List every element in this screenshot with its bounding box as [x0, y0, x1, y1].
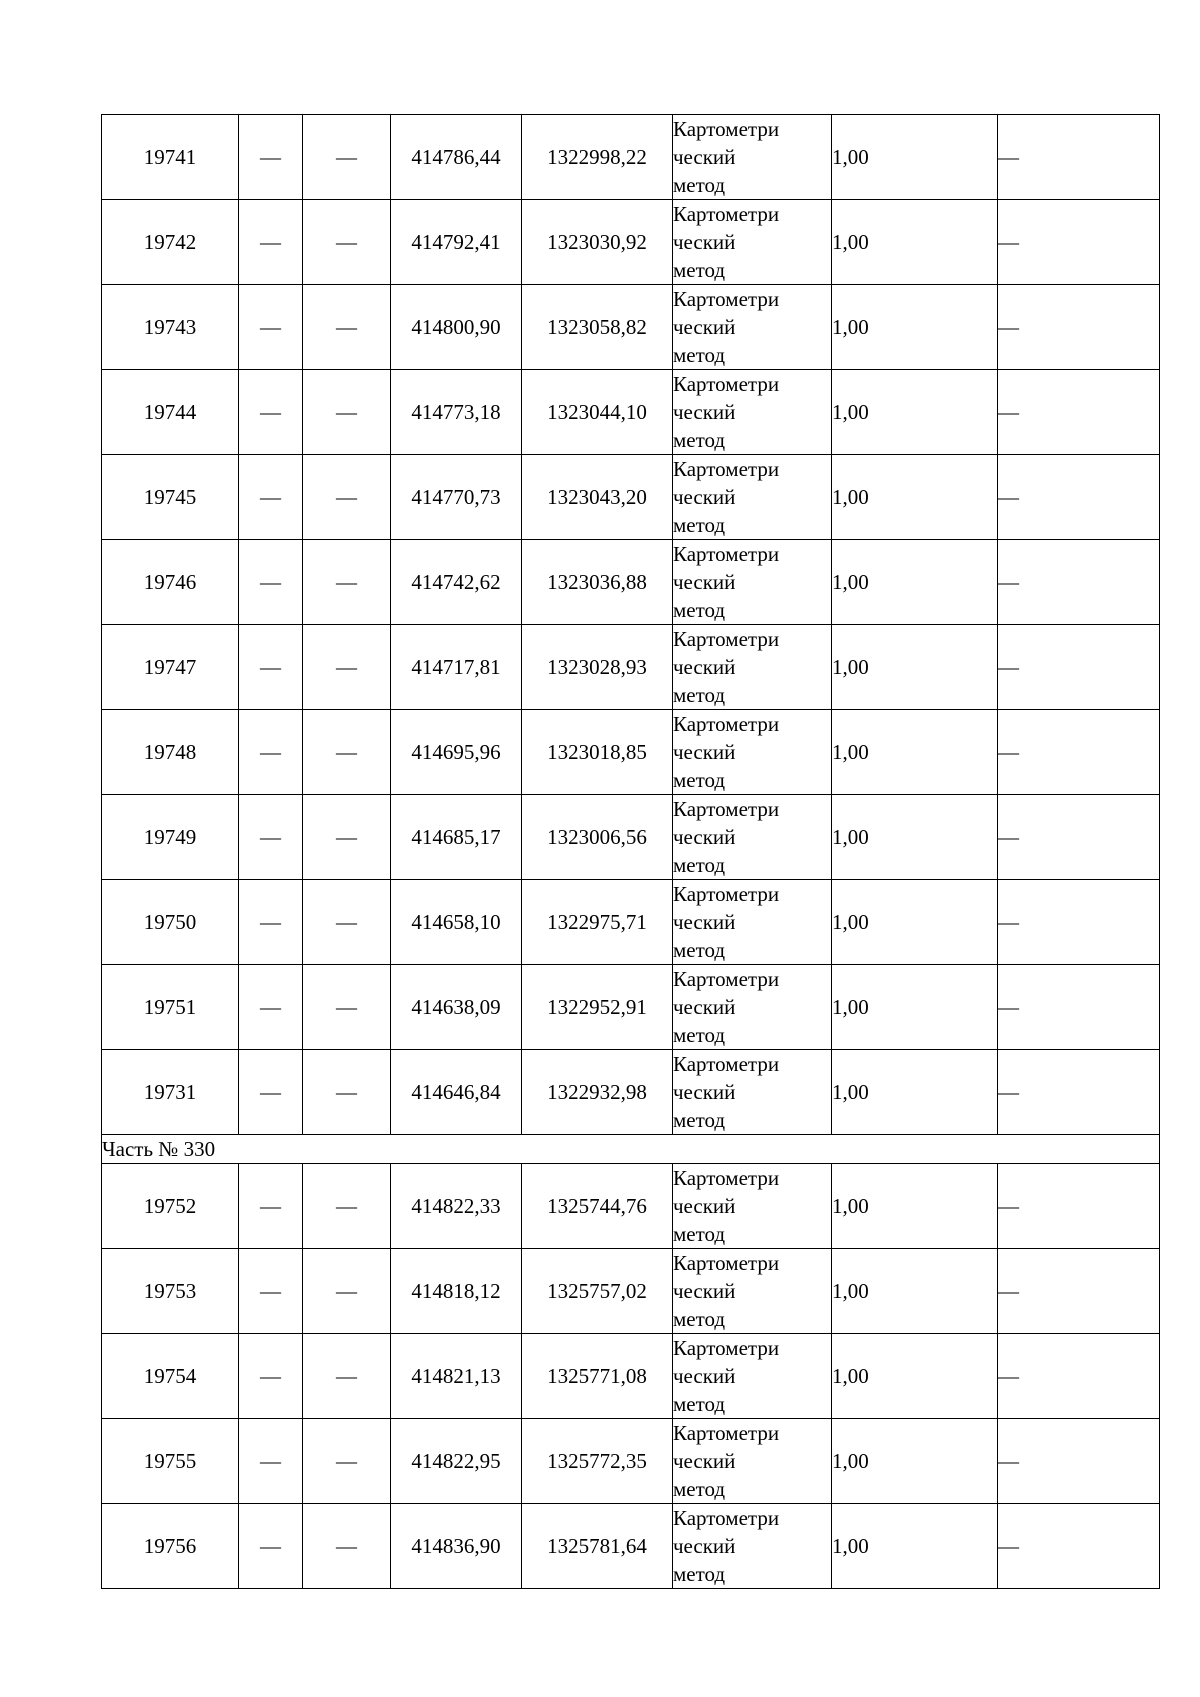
method-text-line: Картометри: [673, 1421, 780, 1445]
empty-dash-cell: —: [303, 1419, 391, 1504]
method-text-line: метод: [673, 1307, 726, 1331]
method-cell: [673, 1249, 832, 1334]
method-text-line: метод: [673, 938, 726, 962]
table-row: [102, 1504, 1160, 1589]
empty-dash-cell: —: [303, 965, 391, 1050]
x-coordinate-cell: 414800,90: [391, 285, 522, 370]
method-text-line: Картометри: [673, 882, 780, 906]
empty-dash-cell: —: [239, 370, 303, 455]
method-text-line: метод: [673, 258, 726, 282]
accuracy-cell: 1,00: [832, 285, 998, 370]
empty-dash-cell: —: [998, 285, 1160, 370]
y-coordinate-cell: 1325781,64: [522, 1504, 673, 1589]
method-text-line: ческий: [673, 1279, 736, 1303]
table-row: [102, 200, 1160, 285]
empty-dash-cell: —: [303, 625, 391, 710]
method-text-line: Картометри: [673, 967, 780, 991]
method-cell: [673, 625, 832, 710]
method-text-line: Картометри: [673, 457, 780, 481]
method-text-line: ческий: [673, 740, 736, 764]
y-coordinate-cell: 1323058,82: [522, 285, 673, 370]
empty-dash-cell: —: [239, 115, 303, 200]
empty-dash-cell: —: [998, 625, 1160, 710]
method-cell: [673, 1334, 832, 1419]
empty-dash-cell: —: [239, 285, 303, 370]
table-row: [102, 880, 1160, 965]
x-coordinate-cell: 414770,73: [391, 455, 522, 540]
method-text-line: ческий: [673, 825, 736, 849]
x-coordinate-cell: 414821,13: [391, 1334, 522, 1419]
empty-dash-cell: —: [239, 1164, 303, 1249]
point-number-cell: 19756: [102, 1504, 239, 1589]
y-coordinate-cell: 1322998,22: [522, 115, 673, 200]
method-text-line: метод: [673, 1222, 726, 1246]
y-coordinate-cell: 1323030,92: [522, 200, 673, 285]
method-cell: [673, 370, 832, 455]
method-text-line: Картометри: [673, 1166, 780, 1190]
empty-dash-cell: —: [998, 370, 1160, 455]
method-cell: [673, 1050, 832, 1135]
point-number-cell: 19749: [102, 795, 239, 880]
y-coordinate-cell: 1323044,10: [522, 370, 673, 455]
method-text-line: Картометри: [673, 287, 780, 311]
y-coordinate-cell: 1323006,56: [522, 795, 673, 880]
method-text-line: Картометри: [673, 1251, 780, 1275]
x-coordinate-cell: 414638,09: [391, 965, 522, 1050]
method-text-line: Картометри: [673, 1506, 780, 1530]
x-coordinate-cell: 414822,33: [391, 1164, 522, 1249]
x-coordinate-cell: 414646,84: [391, 1050, 522, 1135]
method-text-line: Картометри: [673, 542, 780, 566]
y-coordinate-cell: 1322932,98: [522, 1050, 673, 1135]
empty-dash-cell: —: [239, 1334, 303, 1419]
empty-dash-cell: —: [239, 1419, 303, 1504]
point-number-cell: 19741: [102, 115, 239, 200]
y-coordinate-cell: 1322952,91: [522, 965, 673, 1050]
section-label: Часть № 330: [102, 1135, 1160, 1164]
empty-dash-cell: —: [239, 965, 303, 1050]
method-text-line: Картометри: [673, 1336, 780, 1360]
empty-dash-cell: —: [998, 1334, 1160, 1419]
accuracy-cell: 1,00: [832, 1249, 998, 1334]
method-cell: [673, 200, 832, 285]
method-cell: [673, 1504, 832, 1589]
method-text-line: ческий: [673, 995, 736, 1019]
empty-dash-cell: —: [303, 710, 391, 795]
point-number-cell: 19753: [102, 1249, 239, 1334]
method-cell: [673, 1164, 832, 1249]
accuracy-cell: 1,00: [832, 1419, 998, 1504]
method-text-line: Картометри: [673, 202, 780, 226]
point-number-cell: 19746: [102, 540, 239, 625]
coordinates-table: [101, 114, 1160, 1589]
empty-dash-cell: —: [998, 710, 1160, 795]
y-coordinate-cell: 1323036,88: [522, 540, 673, 625]
empty-dash-cell: —: [303, 795, 391, 880]
accuracy-cell: 1,00: [832, 965, 998, 1050]
method-text-line: Картометри: [673, 372, 780, 396]
method-text-line: метод: [673, 598, 726, 622]
empty-dash-cell: —: [239, 455, 303, 540]
point-number-cell: 19748: [102, 710, 239, 795]
method-cell: [673, 1419, 832, 1504]
method-cell: [673, 965, 832, 1050]
method-text-line: ческий: [673, 1534, 736, 1558]
empty-dash-cell: —: [998, 1050, 1160, 1135]
empty-dash-cell: —: [303, 1334, 391, 1419]
method-text-line: Картометри: [673, 712, 780, 736]
accuracy-cell: 1,00: [832, 540, 998, 625]
method-text-line: метод: [673, 1392, 726, 1416]
method-text-line: ческий: [673, 485, 736, 509]
point-number-cell: 19731: [102, 1050, 239, 1135]
point-number-cell: 19743: [102, 285, 239, 370]
x-coordinate-cell: 414695,96: [391, 710, 522, 795]
method-text-line: Картометри: [673, 797, 780, 821]
point-number-cell: 19755: [102, 1419, 239, 1504]
x-coordinate-cell: 414658,10: [391, 880, 522, 965]
point-number-cell: 19754: [102, 1334, 239, 1419]
method-text-line: ческий: [673, 910, 736, 934]
x-coordinate-cell: 414742,62: [391, 540, 522, 625]
table-row: [102, 625, 1160, 710]
accuracy-cell: 1,00: [832, 880, 998, 965]
empty-dash-cell: —: [239, 1504, 303, 1589]
empty-dash-cell: —: [239, 880, 303, 965]
method-cell: [673, 455, 832, 540]
method-cell: [673, 880, 832, 965]
method-text-line: ческий: [673, 570, 736, 594]
table-row: [102, 455, 1160, 540]
method-cell: [673, 115, 832, 200]
empty-dash-cell: —: [303, 1504, 391, 1589]
accuracy-cell: 1,00: [832, 115, 998, 200]
accuracy-cell: 1,00: [832, 1334, 998, 1419]
x-coordinate-cell: 414786,44: [391, 115, 522, 200]
method-text-line: метод: [673, 1023, 726, 1047]
empty-dash-cell: —: [998, 965, 1160, 1050]
y-coordinate-cell: 1323018,85: [522, 710, 673, 795]
y-coordinate-cell: 1323028,93: [522, 625, 673, 710]
y-coordinate-cell: 1325771,08: [522, 1334, 673, 1419]
empty-dash-cell: —: [239, 540, 303, 625]
method-text-line: Картометри: [673, 627, 780, 651]
empty-dash-cell: —: [998, 795, 1160, 880]
empty-dash-cell: —: [998, 540, 1160, 625]
method-text-line: Картометри: [673, 1052, 780, 1076]
table-row: [102, 710, 1160, 795]
point-number-cell: 19751: [102, 965, 239, 1050]
accuracy-cell: 1,00: [832, 625, 998, 710]
y-coordinate-cell: 1322975,71: [522, 880, 673, 965]
y-coordinate-cell: 1325772,35: [522, 1419, 673, 1504]
table-row: [102, 540, 1160, 625]
method-text-line: метод: [673, 428, 726, 452]
table-row: [102, 1419, 1160, 1504]
point-number-cell: 19745: [102, 455, 239, 540]
empty-dash-cell: —: [303, 455, 391, 540]
table-row: [102, 1164, 1160, 1249]
method-text-line: ческий: [673, 1364, 736, 1388]
point-number-cell: 19744: [102, 370, 239, 455]
section-header-row: [102, 1135, 1160, 1164]
table-row: [102, 1050, 1160, 1135]
empty-dash-cell: —: [239, 795, 303, 880]
point-number-cell: 19747: [102, 625, 239, 710]
method-text-line: метод: [673, 513, 726, 537]
method-text-line: метод: [673, 768, 726, 792]
empty-dash-cell: —: [303, 370, 391, 455]
x-coordinate-cell: 414717,81: [391, 625, 522, 710]
empty-dash-cell: —: [303, 540, 391, 625]
y-coordinate-cell: 1325757,02: [522, 1249, 673, 1334]
table-row: [102, 795, 1160, 880]
accuracy-cell: 1,00: [832, 370, 998, 455]
table-row: [102, 115, 1160, 200]
empty-dash-cell: —: [303, 1249, 391, 1334]
empty-dash-cell: —: [998, 115, 1160, 200]
x-coordinate-cell: 414836,90: [391, 1504, 522, 1589]
empty-dash-cell: —: [998, 1419, 1160, 1504]
empty-dash-cell: —: [998, 1504, 1160, 1589]
method-text-line: ческий: [673, 145, 736, 169]
method-text-line: метод: [673, 173, 726, 197]
empty-dash-cell: —: [239, 1249, 303, 1334]
method-text-line: ческий: [673, 1194, 736, 1218]
method-cell: [673, 710, 832, 795]
accuracy-cell: 1,00: [832, 200, 998, 285]
empty-dash-cell: —: [998, 455, 1160, 540]
method-text-line: метод: [673, 853, 726, 877]
method-cell: [673, 540, 832, 625]
method-text-line: ческий: [673, 655, 736, 679]
table-row: [102, 285, 1160, 370]
x-coordinate-cell: 414685,17: [391, 795, 522, 880]
empty-dash-cell: —: [303, 200, 391, 285]
method-text-line: метод: [673, 343, 726, 367]
x-coordinate-cell: 414822,95: [391, 1419, 522, 1504]
y-coordinate-cell: 1325744,76: [522, 1164, 673, 1249]
empty-dash-cell: —: [239, 200, 303, 285]
empty-dash-cell: —: [303, 880, 391, 965]
accuracy-cell: 1,00: [832, 1504, 998, 1589]
method-text-line: ческий: [673, 230, 736, 254]
method-cell: [673, 795, 832, 880]
y-coordinate-cell: 1323043,20: [522, 455, 673, 540]
point-number-cell: 19752: [102, 1164, 239, 1249]
accuracy-cell: 1,00: [832, 1050, 998, 1135]
empty-dash-cell: —: [239, 1050, 303, 1135]
x-coordinate-cell: 414773,18: [391, 370, 522, 455]
empty-dash-cell: —: [303, 1050, 391, 1135]
method-text-line: ческий: [673, 315, 736, 339]
method-text-line: ческий: [673, 400, 736, 424]
x-coordinate-cell: 414792,41: [391, 200, 522, 285]
empty-dash-cell: —: [303, 285, 391, 370]
empty-dash-cell: —: [303, 1164, 391, 1249]
x-coordinate-cell: 414818,12: [391, 1249, 522, 1334]
method-text-line: метод: [673, 1477, 726, 1501]
empty-dash-cell: —: [998, 1164, 1160, 1249]
empty-dash-cell: —: [998, 200, 1160, 285]
table-row: [102, 965, 1160, 1050]
method-text-line: ческий: [673, 1449, 736, 1473]
accuracy-cell: 1,00: [832, 455, 998, 540]
empty-dash-cell: —: [998, 1249, 1160, 1334]
method-text-line: Картометри: [673, 117, 780, 141]
empty-dash-cell: —: [303, 115, 391, 200]
accuracy-cell: 1,00: [832, 710, 998, 795]
table-row: [102, 1334, 1160, 1419]
method-cell: [673, 285, 832, 370]
method-text-line: метод: [673, 1562, 726, 1586]
method-text-line: метод: [673, 683, 726, 707]
method-text-line: ческий: [673, 1080, 736, 1104]
table-row: [102, 370, 1160, 455]
empty-dash-cell: —: [998, 880, 1160, 965]
point-number-cell: 19750: [102, 880, 239, 965]
method-text-line: метод: [673, 1108, 726, 1132]
accuracy-cell: 1,00: [832, 795, 998, 880]
empty-dash-cell: —: [239, 625, 303, 710]
accuracy-cell: 1,00: [832, 1164, 998, 1249]
point-number-cell: 19742: [102, 200, 239, 285]
empty-dash-cell: —: [239, 710, 303, 795]
table-row: [102, 1249, 1160, 1334]
